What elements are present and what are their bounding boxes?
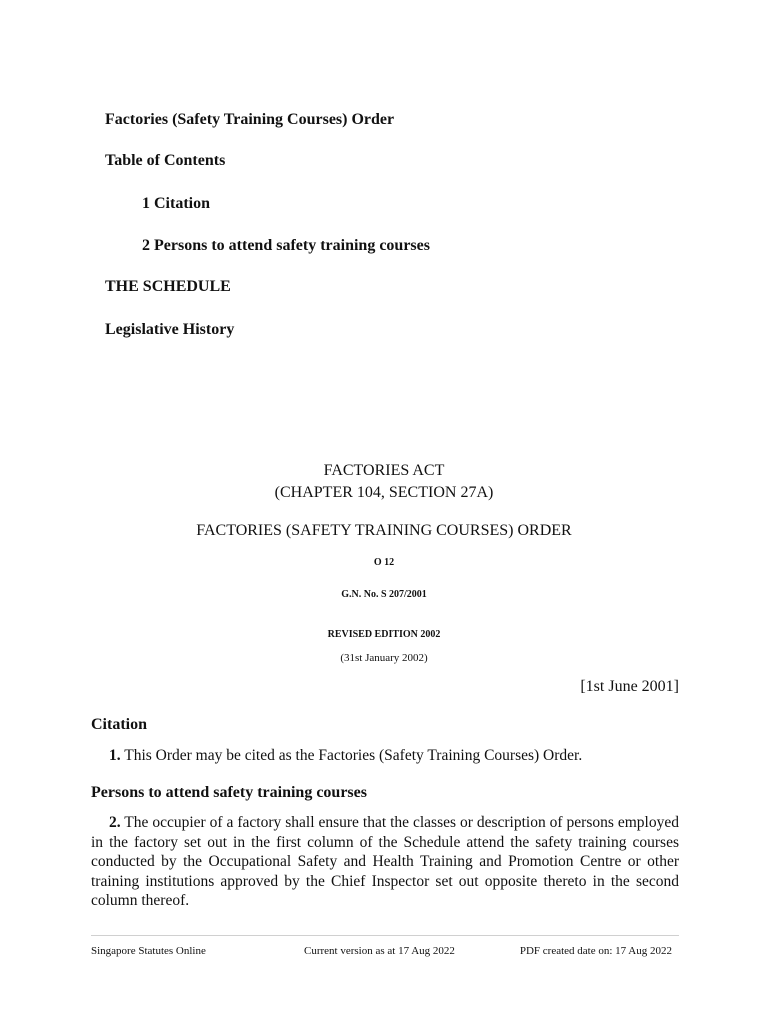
toc-heading: Table of Contents — [105, 152, 226, 169]
revised-date: (31st January 2002) — [340, 652, 428, 664]
revised-edition: REVISED EDITION 2002 — [327, 629, 441, 640]
order-title: FACTORIES (SAFETY TRAINING COURSES) ORDER — [196, 522, 572, 539]
footer-pdf-created: PDF created date on: 17 Aug 2022 — [519, 945, 672, 957]
order-code: O 12 — [373, 557, 395, 568]
gazette-number: G.N. No. S 207/2001 — [341, 589, 427, 600]
toc-link-legislative-history[interactable]: Legislative History — [105, 321, 235, 338]
act-chapter: (CHAPTER 104, SECTION 27A) — [274, 484, 494, 501]
section-heading-citation: Citation — [91, 716, 147, 733]
toc-link-persons-to-attend[interactable]: 2 Persons to attend safety training courses — [142, 237, 430, 254]
act-name: FACTORIES ACT — [323, 462, 445, 479]
footer-divider — [91, 935, 679, 936]
toc-link-schedule[interactable]: THE SCHEDULE — [105, 278, 231, 295]
section-2-text: The occupier of a factory shall ensure that the classes or description of persons employed in the factory set out in the first column of the Schedule attend the safety training courses conducted by the Occupational Safety and Health Training and Promotion Centre or other training institutions approved by the Chief Inspector set out opposite thereto in the second column thereof. — [91, 814, 679, 909]
footer-source: Singapore Statutes Online — [91, 945, 206, 957]
section-1-text: This Order may be cited as the Factories (Safety Training Courses) Order. — [120, 747, 583, 764]
toc-link-citation[interactable]: 1 Citation — [142, 195, 210, 212]
section-1-number: 1. — [109, 747, 121, 764]
footer-current-version: Current version as at 17 Aug 2022 — [304, 945, 455, 957]
section-heading-persons: Persons to attend safety training courses — [91, 784, 367, 801]
section-1-paragraph — [91, 746, 679, 766]
section-2-number: 2. — [109, 814, 121, 831]
section-2-paragraph — [91, 813, 679, 911]
commencement-date: [1st June 2001] — [580, 678, 679, 695]
document-title: Factories (Safety Training Courses) Order — [105, 111, 395, 128]
